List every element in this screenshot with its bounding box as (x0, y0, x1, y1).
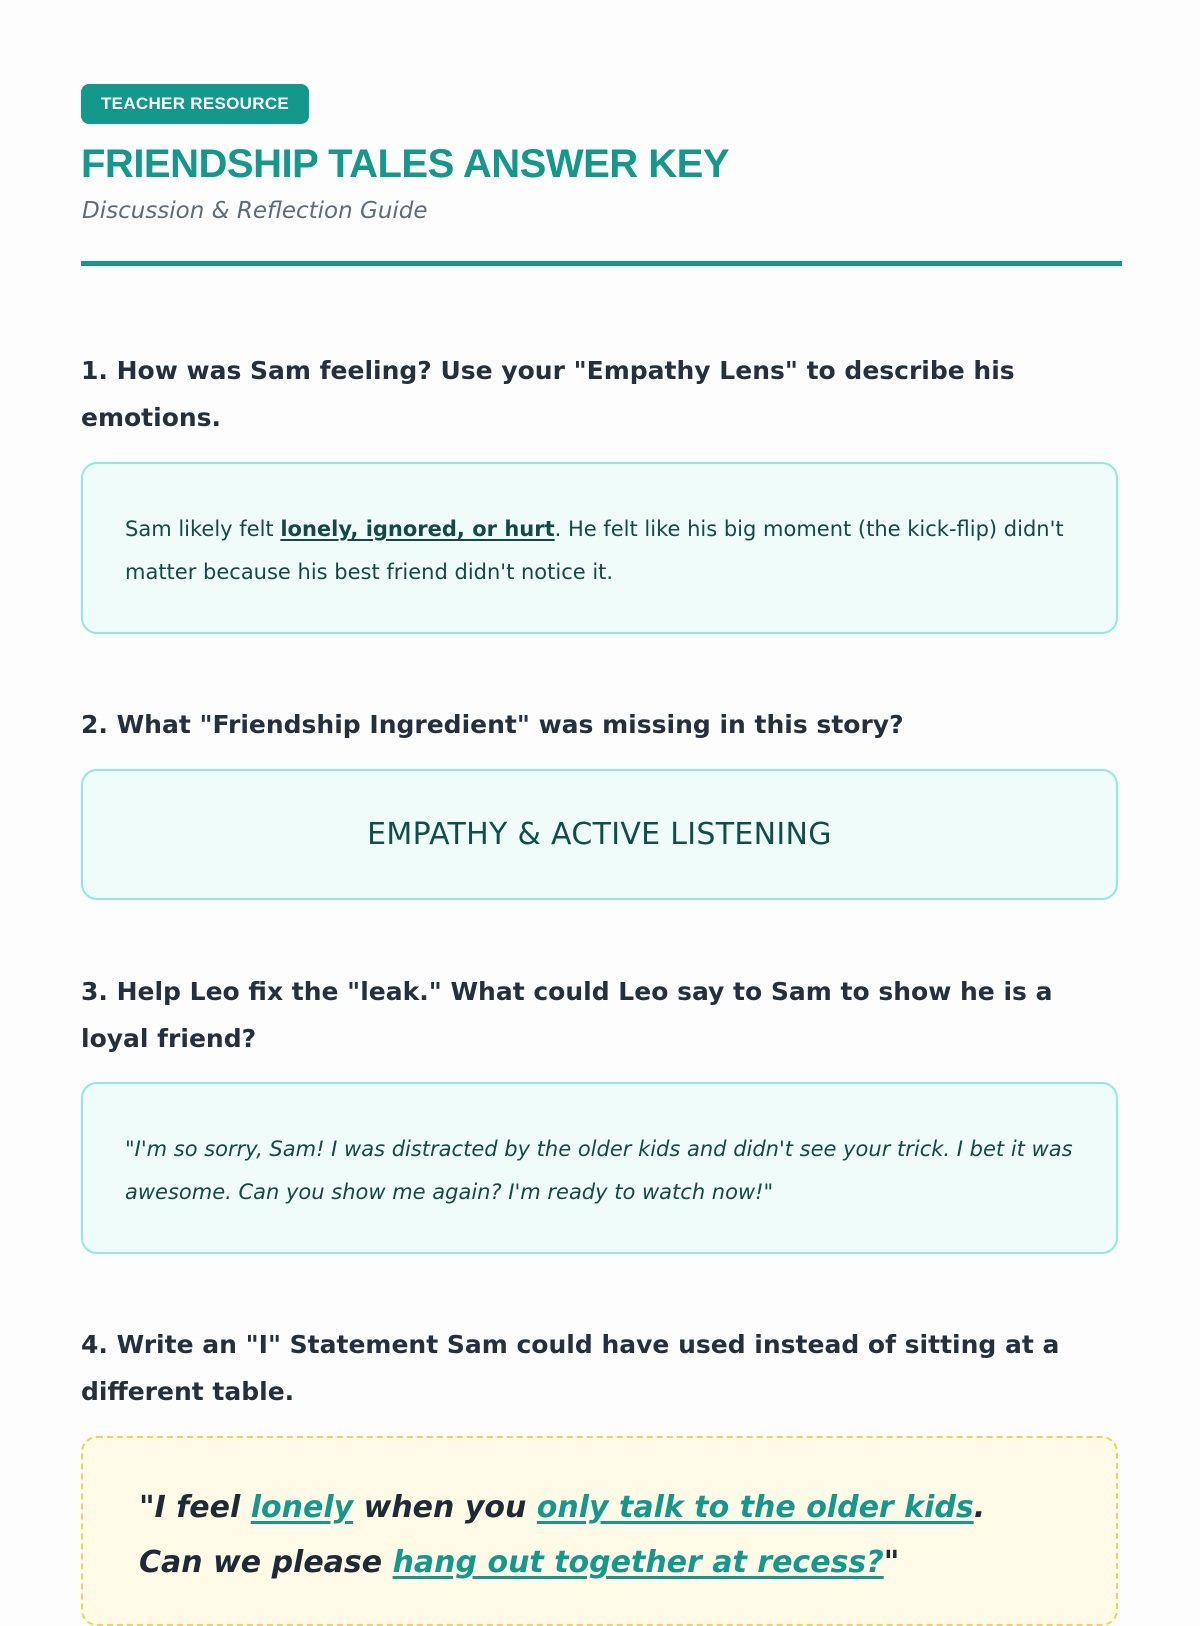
question-3-answer-box (81, 1082, 1118, 1254)
answer-1-pre: Sam likely felt (125, 517, 281, 541)
i-statement-line-2 (139, 1535, 1076, 1590)
i-statement-text: " (883, 1545, 900, 1580)
question-2-answer-box (81, 769, 1118, 900)
question-1-prompt: 1. How was Sam feeling? Use your "Empathy Lens" to describe his emotions. (81, 356, 1015, 432)
i-statement-text: "I feel (139, 1490, 251, 1525)
answer-1-post: . He felt like his big moment (the kick-flip) didn't matter because his best friend didn't notice it. (125, 517, 1064, 584)
question-1-answer-box (81, 462, 1118, 634)
i-statement-box (81, 1436, 1118, 1626)
page-title: FRIENDSHIP TALES ANSWER KEY (81, 142, 730, 186)
i-statement-text: when you (353, 1490, 537, 1525)
page-subtitle: Discussion & Reflection Guide (82, 198, 428, 224)
question-2-answer: EMPATHY & ACTIVE LISTENING (367, 817, 832, 852)
answer-1-key-term: lonely, ignored, or hurt (280, 517, 555, 541)
i-statement-text: Can we please (139, 1545, 393, 1580)
teacher-resource-badge: TEACHER RESOURCE (81, 84, 309, 124)
request-blank: hang out together at recess? (392, 1545, 884, 1580)
question-3-prompt: 3. Help Leo fix the "leak." What could Leo say to Sam to show he is a loyal friend? (81, 977, 1053, 1053)
i-statement-text: . (973, 1490, 986, 1525)
question-3-answer: "I'm so sorry, Sam! I was distracted by the older kids and didn't see your trick. I bet it was awesome. Can you show me again? I'm ready to watch now!" (125, 1137, 1073, 1204)
behavior-blank: only talk to the older kids (536, 1490, 974, 1525)
header-divider (81, 261, 1122, 266)
feeling-blank: lonely (250, 1490, 354, 1525)
question-2-prompt: 2. What "Friendship Ingredient" was missing in this story? (81, 710, 904, 739)
question-1-answer (125, 508, 1074, 594)
question-4-prompt: 4. Write an "I" Statement Sam could have used instead of sitting at a different table. (81, 1330, 1060, 1406)
i-statement (139, 1480, 1076, 1590)
i-statement-line-1 (139, 1480, 1076, 1535)
